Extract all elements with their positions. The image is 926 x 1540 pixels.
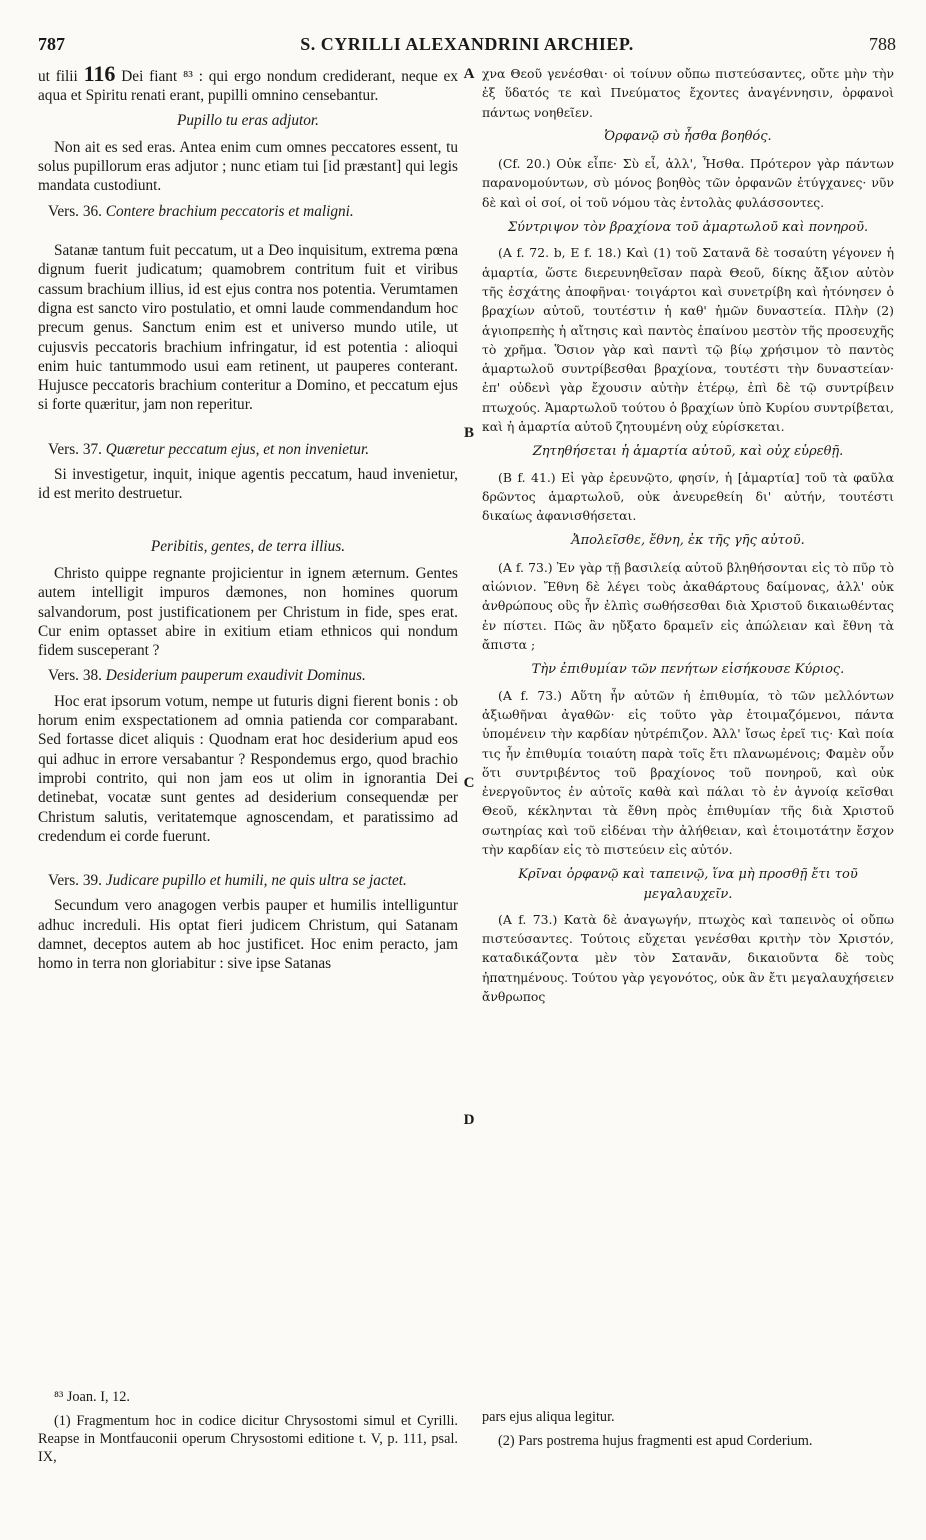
verse-line-36: Vers. 36. Contere brachium peccatoris et maligni. [48, 202, 354, 220]
verse-heading: Peribitis, gentes, de terra illius. [150, 537, 346, 555]
greek-verse-line: Τὴν ἐπιθυμίαν τῶν πενήτων εἰσήκουσε Κύριος. [531, 662, 845, 678]
running-title: S. CYRILLI ALEXANDRINI ARCHIEP. [300, 34, 634, 54]
latin-column [38, 61, 458, 979]
greek-paragraph: (Cf. 20.) Οὐκ εἶπε· Σὺ εἶ, ἀλλ', Ἦσθα. Πρότερον γὰρ πάντων παρανομούντων, σὺ μόνος βοηθὸς τῶν ὀρφανῶν ἐτύγχανες· νῦν δὲ καὶ οἱ σοί, οἱ τοῦ νόμου τὰς ἐντολὰς φυλάσσοντες. [482, 156, 894, 210]
greek-verse-heading: Ὀρφανῷ σὺ ἦσθα βοηθός. [604, 128, 772, 144]
margin-marker-b: B [463, 425, 474, 441]
latin-paragraph: Satanæ tantum fuit peccatum, ut a Deo inquisitum, extrema pœna dignum fuerit judicatum; quamobrem contritum fuit et viribus cassum brachium illius, id est ejus contra nos potentia. Verumtamen digna est sancto viro postulatio, et omni laude commendandum hoc precum genus. Sanctum enim est et universo mundo utile, ut cujusvis peccatoris brachium infringatur, id est potentia : alioqui enim huic tantummodo usui eam retinent, ut pauperes conterant. Hujusce peccatoris brachium conteritur a Domino, et peccatum ejus si forte quæritur, jam non reperitur. [38, 242, 458, 414]
verse-line-38: Vers. 38. Desiderium pauperum exaudivit Dominus. [48, 667, 366, 685]
latin-paragraph: ut filii 116 Dei fiant ⁸³ : qui ergo nondum crediderant, neque ex aqua et Spiritu renati erant, pupilli omnino censebantur. [38, 61, 458, 105]
margin-marker-a: A [463, 66, 475, 82]
greek-paragraph: (A f. 72. b, E f. 18.) Καὶ (1) τοῦ Σατανᾶ δὲ τοσαύτη γέγονεν ἡ ἁμαρτία, ὥστε διερευνηθεῖσαν παρὰ Θεοῦ, δίκης ἄξιον αὐτὸν τῆς ἐσχάτης ἀποφῆναι· τοιγάρτοι καὶ συνετρίβη καὶ ἠτόνησεν ὁ βραχίων αὐτοῦ, τουτέστιν ἡ καθ' ἡμῶν δυναστεία. Πλὴν (2) ἁγιοπρεπὴς ἡ αἴτησις καὶ παντὸς ἐπαίνου μεστὸν τῆς προσευχῆς τὸ χρῆμα. Ὅσιον γὰρ καὶ παντὶ τῷ βίῳ χρήσιμον τὸ παντὸς ἁμαρτωλοῦ συντρίβεσθαι βραχίονα, τουτέστι τὴν δυναστείαν· ἐπ' οὐδενὶ γὰρ ἔχουσιν αὐτὴν ἑτέρῳ, ἐπὶ δὲ τῷ συντρίβειν πτωχούς. Ἁμαρτωλοῦ τούτου ὁ βραχίων ὑπὸ Κυρίου συντρίβεται, καὶ ἡ ἁμαρτία αὐτοῦ ζητουμένη οὐχ εὑρίσκεται. [482, 245, 894, 435]
page-number-left: 787 [38, 34, 65, 54]
footnotes-left [38, 1388, 458, 1472]
footnotes-right [482, 1408, 894, 1456]
verse-line-39: Vers. 39. Judicare pupillo et humili, ne quis ultra se jactet. [48, 872, 407, 890]
greek-verse-heading: Ἀπολεῖσθε, ἔθνη, ἐκ τῆς γῆς αὐτοῦ. [571, 532, 805, 548]
footnote-83: ⁸³ Joan. I, 12. [54, 1389, 130, 1405]
page-number-right: 788 [869, 34, 896, 54]
greek-verse-line: Κρῖναι ὀρφανῷ καὶ ταπεινῷ, ἵνα μὴ προσθῇ ἔτι τοῦ μεγαλαυχεῖν. [518, 867, 858, 902]
footnote-2: (2) Pars postrema hujus fragmenti est apud Corderium. [498, 1433, 813, 1449]
greek-paragraph: (A f. 73.) Αὕτη ἦν αὐτῶν ἡ ἐπιθυμία, τὸ τῶν μελλόντων ἀξιωθῆναι ἀγαθῶν· εἰς τοῦτο γὰρ ἑτοιμαζόμενοι, πάντα ὑπομένειν τὴν καρδίαν ηὐτρέπιζον. Ἀλλ' ἴσως ἐρεῖ τις· Καὶ ποία τις ἦν ἐπιθυμία τοιαύτη παρὰ τοῖς ἔτι πλανωμένοις; Φαμὲν οὖν ὅτι συντριβέντος τοῦ βραχίονος τοῦ πονηροῦ, καὶ οὐκ ἐνεργοῦντος ἐν αὐτοῖς καθὰ καὶ πάλαι τὸ ἐν ἀγνοίᾳ κεῖσθαι Θεοῦ, κέκληνται τὰ ἔθνη πρὸς ἐπιθυμίαν τῆς διὰ Χριστοῦ σωτηρίας καὶ τοῦ εἰδέναι τὴν ἀλήθειαν, καὶ ἑτοιμοτάτην ἔσχον τὴν καρδίαν εἰς τὸ πιστεύειν εἰς αὐτόν. [482, 687, 894, 857]
greek-paragraph: (A f. 73.) Ἐν γὰρ τῇ βασιλείᾳ αὐτοῦ βληθήσονται εἰς τὸ πῦρ τὸ αἰώνιον. Ἔθνη δὲ λέγει τοὺς ἀκαθάρτους δαίμονας, ἀλλ' οὐκ ἀνθρώπους οὓς ἦν ἐλπὶς σωθήσεσθαι διὰ Χριστοῦ δικαιωθέντας ἐν πίστει. Πῶς ἂν ηὔξατο δραμεῖν εἰς ἀπώλειαν καὶ ἔθνη τὰ ἄπιστα ; [482, 559, 894, 653]
verse-line-37: Vers. 37. Quæretur peccatum ejus, et non invenietur. [48, 440, 370, 458]
footnote-1: (1) Fragmentum hoc in codice dicitur Chrysostomi simul et Cyrilli. Reapse in Montfauconii operum Chrysostomi editione t. V, p. 111, psal. IX, [38, 1413, 458, 1465]
greek-paragraph: (B f. 41.) Εἰ γὰρ ἐρευνῷτο, φησίν, ἡ [ἁμαρτία] τοῦ τὰ φαῦλα δρῶντος ἁμαρτωλοῦ, οὐκ ἀνευρεθείη δι' αὐτήν, τουτέστι δικαίως ἀφανισθήσεται. [482, 469, 894, 524]
latin-paragraph: Si investigetur, inquit, inique agentis peccatum, haud invenietur, id est merito destruetur. [38, 466, 458, 503]
latin-paragraph: Hoc erat ipsorum votum, nempe ut futuris digni fierent bonis : ob horum enim exspectationem ad omnia patienda cor comparabant. Sed fortasse dicet aliquis : Quodnam erat hoc desiderium apud eos qui adhuc in errore versabantur ? Respondemus ergo, quod brachio improbi contrito, qui non jam eos ut olim in ignorantia Dei detinebat, vocatæ sunt gentes ad desiderium consequendæ per Christum salutis, veritatemque agnoscendam, et paratissimo ad credendum ei corde fuerunt. [38, 692, 458, 845]
greek-verse-line: Σύντριψον τὸν βραχίονα τοῦ ἁμαρτωλοῦ καὶ πονηροῦ. [507, 220, 869, 236]
margin-marker-d: D [463, 1112, 475, 1128]
edition-page-number: 116 [83, 61, 116, 86]
page-header [38, 34, 896, 58]
greek-column [482, 64, 894, 1011]
greek-paragraph: χνα Θεοῦ γενέσθαι· οἱ τοίνυν οὔπω πιστεύσαντες, οὔτε μὴν τὴν ἐξ ὕδατός τε καὶ Πνεύματος ἔχοντες ἀναγέννησιν, ὀρφανοὶ πάντως νοηθεῖεν. [482, 66, 895, 120]
greek-paragraph: (A f. 73.) Κατὰ δὲ ἀναγωγήν, πτωχὸς καὶ ταπεινὸς οἱ οὔπω πιστεύσαντες. Τούτοις εὔχεται γενέσθαι κριτὴν τὸν Χριστόν, καταδικάζοντα μὲν τὸν Σατανᾶν, δικαιοῦντα δὲ τοὺς ἠπατημένους. Τούτου γὰρ γεγονότος, οὐκ ἂν ἔτι μεγαλαυχήσειεν ἄνθρωπος [482, 911, 894, 1005]
latin-paragraph: Christo quippe regnante projicientur in ignem æternum. Gentes autem intelligit impuros dæmones, non homines quorum salvandorum, post justificationem per Christum in fide, spes erat. Cur enim optasset abire in exitium etiam ethnicos qui nondum fidem susceperant ? [38, 564, 458, 660]
verse-heading: Pupillo tu eras adjutor. [177, 111, 319, 129]
footnote-1-continued: pars ejus aliqua legitur. [482, 1409, 615, 1425]
greek-verse-line: Ζητηθήσεται ἡ ἁμαρτία αὐτοῦ, καὶ οὐχ εὑρεθῇ. [532, 444, 844, 460]
latin-paragraph: Non ait es sed eras. Antea enim cum omnes peccatores essent, tu solus pupillorum eras adjutor ; nunc etiam tui [id præstant] qui legis mandata custodiunt. [38, 138, 458, 195]
margin-marker-c: C [463, 775, 475, 791]
latin-paragraph: Secundum vero anagogen verbis pauper et humilis intelliguntur adhuc increduli. His optat fieri judicem Christum, qui Satanam damnet, deceptos autem ab hoc justificet. Hoc enim peracto, jam homo in terra non gloriabitur : sive ipse Satanas [38, 897, 458, 973]
